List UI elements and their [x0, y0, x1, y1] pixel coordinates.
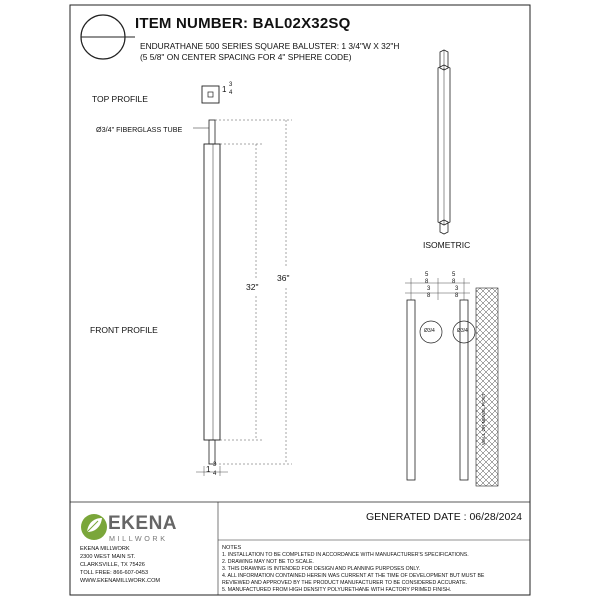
description-line-2: (5 5/8" ON CENTER SPACING FOR 4" SPHERE CODE) — [140, 52, 352, 62]
note-4: 4. ALL INFORMATION CONTAINED HEREIN WAS CURRENT AT THE TIME OF DEVELOPMENT BUT MUST BE — [222, 573, 485, 579]
bottom-width-numerator: 3 — [213, 462, 217, 468]
front-profile-view — [193, 120, 220, 464]
website: WWW.EKENAMILLWORK.COM — [80, 578, 161, 584]
spacing-a-left-den: 8 — [425, 279, 429, 285]
address-line-2: CLARKSVILLE, TX 75426 — [80, 562, 145, 568]
spacing-b-left-den: 8 — [427, 293, 431, 299]
dimension-32 — [220, 144, 262, 440]
notes-title: NOTES — [222, 545, 242, 551]
spacing-b-right-den: 8 — [455, 293, 459, 299]
fiberglass-tube-label: Ø3/4" FIBERGLASS TUBE — [96, 125, 183, 134]
top-width-numerator: 3 — [229, 82, 233, 88]
isometric-view — [438, 50, 450, 234]
note-4-cont: REVIEWED AND APPROVED BY THE PRODUCT MANUFACTURER TO BE CONSIDERED ACCURATE. — [222, 580, 468, 586]
note-2: 2. DRAWING MAY NOT BE TO SCALE. — [222, 559, 314, 565]
wall-post-label: WALL OR NEWEL POST — [481, 393, 486, 445]
top-width-whole: 1 — [222, 85, 227, 94]
note-5: 5. MANUFACTURED FROM HIGH DENSITY POLYURETHANE WITH FACTORY PRIMED FINISH. — [222, 587, 452, 593]
toll-free: TOLL FREE: 866-607-0453 — [80, 570, 149, 576]
spacing-a-right-den: 8 — [452, 279, 456, 285]
front-profile-label: FRONT PROFILE — [90, 325, 158, 335]
address-line-1: 2300 WEST MAIN ST. — [80, 554, 136, 560]
spacing-a-left-num: 5 — [425, 272, 429, 278]
note-3: 3. THIS DRAWING IS INTENDED FOR DESIGN AND PLANNING PURPOSES ONLY. — [222, 566, 421, 572]
spacing-a-right-num: 5 — [452, 272, 456, 278]
description-line-1: ENDURATHANE 500 SERIES SQUARE BALUSTER: 1 3/4"W X 32"H — [140, 41, 400, 51]
generated-date: GENERATED DATE : 06/28/2024 — [366, 511, 523, 523]
company-name: EKENA MILLWORK — [80, 546, 130, 552]
wall-post-hatch — [476, 288, 498, 486]
top-width-denominator: 4 — [229, 90, 233, 96]
brand-name: EKENA — [108, 513, 178, 534]
dimension-36-label: 36" — [277, 273, 290, 283]
top-profile-label: TOP PROFILE — [92, 94, 148, 104]
isometric-label: ISOMETRIC — [423, 240, 471, 250]
note-1: 1. INSTALLATION TO BE COMPLETED IN ACCORDANCE WITH MANUFACTURER'S SPECIFICATIONS. — [222, 552, 469, 558]
bottom-width-denominator: 4 — [213, 471, 217, 477]
sphere-left-label: Ø3/4 — [424, 328, 435, 334]
brand-subtitle: MILLWORK — [109, 534, 168, 543]
section-symbol-icon — [81, 15, 135, 59]
spacing-detail — [405, 278, 475, 480]
dimension-32-label: 32" — [246, 282, 259, 292]
dimension-36 — [215, 120, 292, 464]
dimension-bottom-width — [196, 466, 228, 476]
top-profile-view — [202, 86, 219, 103]
spacing-b-left-num: 3 — [427, 286, 431, 292]
spacing-b-right-num: 3 — [455, 286, 459, 292]
item-number-title: ITEM NUMBER: BAL02X32SQ — [135, 15, 351, 32]
sphere-right-label: Ø3/4 — [457, 328, 468, 334]
bottom-width-whole: 1 — [206, 465, 211, 474]
ekena-leaf-icon — [81, 514, 107, 540]
